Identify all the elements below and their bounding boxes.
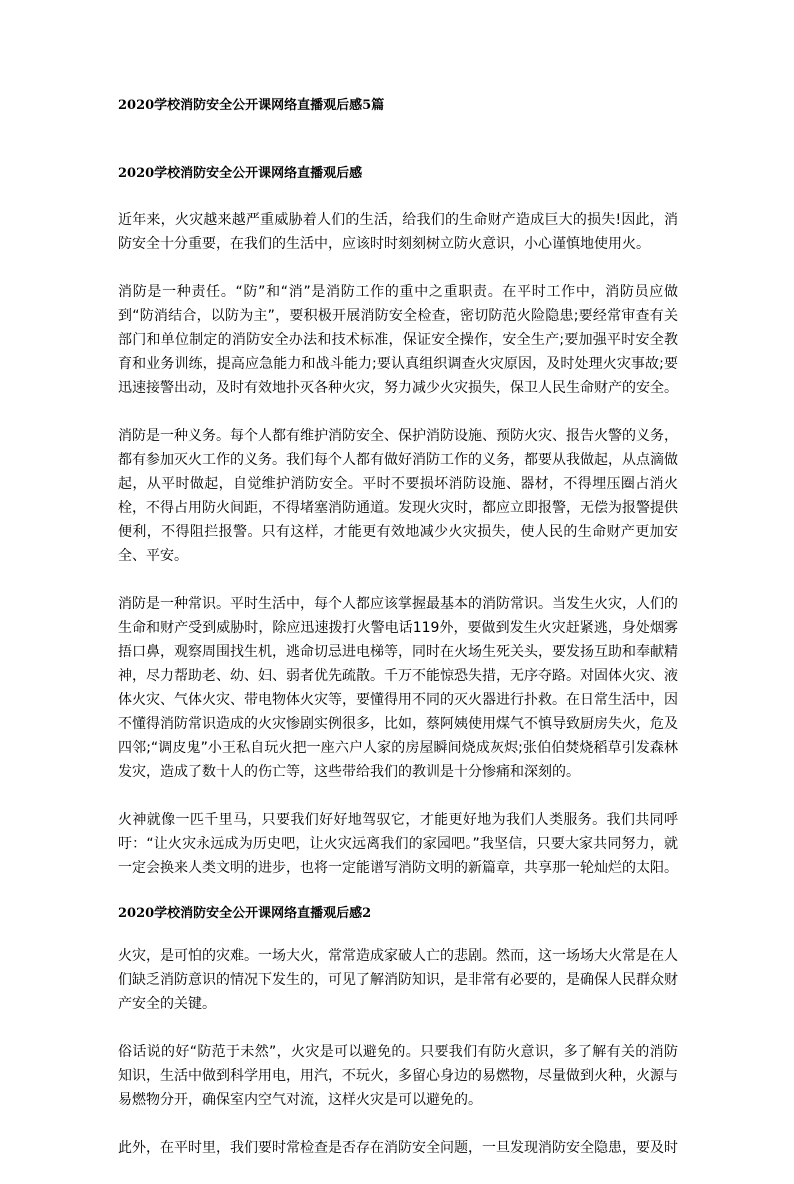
section-2-paragraph-2: 俗话说的好“防范于未然”，火灾是可以避免的。只要我们有防火意识，多了解有关的消防知识，生活中做到科学用电，用汽，不玩火，多留心身边的易燃物，尽量做到火种，火源与易燃物分开，确保室内空气对流，这样火灾是可以避免的。 — [118, 1044, 678, 1108]
section-2-paragraph-1: 火灾，是可怕的灾难。一场大火，常常造成家破人亡的悲剧。然而，这一场场大火常是在人们缺乏消防意识的情况下发生的，可见了解消防知识，是非常有必要的，是确保人民群众财产安全的关键。 — [118, 948, 678, 1012]
document-page — [118, 96, 678, 1184]
section-2-title: 2020学校消防安全公开课网络直播观后感2 — [118, 906, 372, 921]
section-1-paragraph-2: 消防是一种责任。“防”和“消”是消防工作的重中之重职责。在平时工作中，消防员应做到“防消结合，以防为主”，要积极开展消防安全检查，密切防范火险隐患;要经常审查有关部门和单位制定的消防安全办法和技术标准，保证安全操作，安全生产;要加强平时安全教育和业务训练，提高应急能力和战斗能力;要认真组织调查火灾原因，及时处理火灾事故;要迅速接警出动，及时有效地扑灭各种火灾，努力减少火灾损失，保卫人民生命财产的安全。 — [118, 284, 678, 396]
section-1-title: 2020学校消防安全公开课网络直播观后感 — [118, 166, 363, 181]
section-1-paragraph-1: 近年来，火灾越来越严重威胁着人们的生活，给我们的生命财产造成巨大的损失!因此，消防安全十分重要，在我们的生活中，应该时时刻刻树立防火意识，小心谨慎地使用火。 — [118, 212, 678, 252]
section-1-paragraph-4: 消防是一种常识。平时生活中，每个人都应该掌握最基本的消防常识。当发生火灾，人们的生命和财产受到威胁时，除应迅速拨打火警电话119外，要做到发生火灾赶紧逃，身处烟雾捂口鼻，观察周围找生机，逃命切忌进电梯等，同时在火场生死关头，要发扬互助和奉献精神，尽力帮助老、幼、妇、弱者优先疏散。千万不能惊恐失措，无序夺路。对固体火灾、液体火灾、气体火灾、带电物体火灾等，要懂得用不同的灭火器进行扑救。在日常生活中，因不懂得消防常识造成的火灾惨剧实例很多，比如，蔡阿姨使用煤气不慎导致厨房失火，危及四邻;“调皮鬼”小王私自玩火把一座六户人家的房屋瞬间烧成灰烬;张伯伯焚烧稻草引发森林发灾，造成了数十人的伤亡等，这些带给我们的教训是十分惨痛和深刻的。 — [118, 596, 678, 780]
document-title: 2020学校消防安全公开课网络直播观后感5篇 — [118, 98, 385, 113]
section-1-paragraph-5: 火神就像一匹千里马，只要我们好好地驾驭它，才能更好地为我们人类服务。我们共同呼吁：“让火灾永远成为历史吧，让火灾远离我们的家园吧。”我坚信，只要大家共同努力，就一定会换来人类文明的进步，也将一定能谱写消防文明的新篇章，共享那一轮灿烂的太阳。 — [118, 812, 678, 876]
section-1-paragraph-3: 消防是一种义务。每个人都有维护消防安全、保护消防设施、预防火灾、报告火警的义务，都有参加灭火工作的义务。我们每个人都有做好消防工作的义务，都要从我做起，从点滴做起，从平时做起，自觉维护消防安全。平时不要损坏消防设施、器材，不得埋压圈占消火栓，不得占用防火间距，不得堵塞消防通道。发现火灾时，都应立即报警，无偿为报警提供便利，不得阻拦报警。只有这样，才能更有效地减少火灾损失，使人民的生命财产更加安全、平安。 — [118, 428, 678, 564]
section-2-paragraph-3: 此外，在平时里，我们要时常检查是否存在消防安全问题，一旦发现消防安全隐患，要及时 — [118, 1140, 678, 1156]
